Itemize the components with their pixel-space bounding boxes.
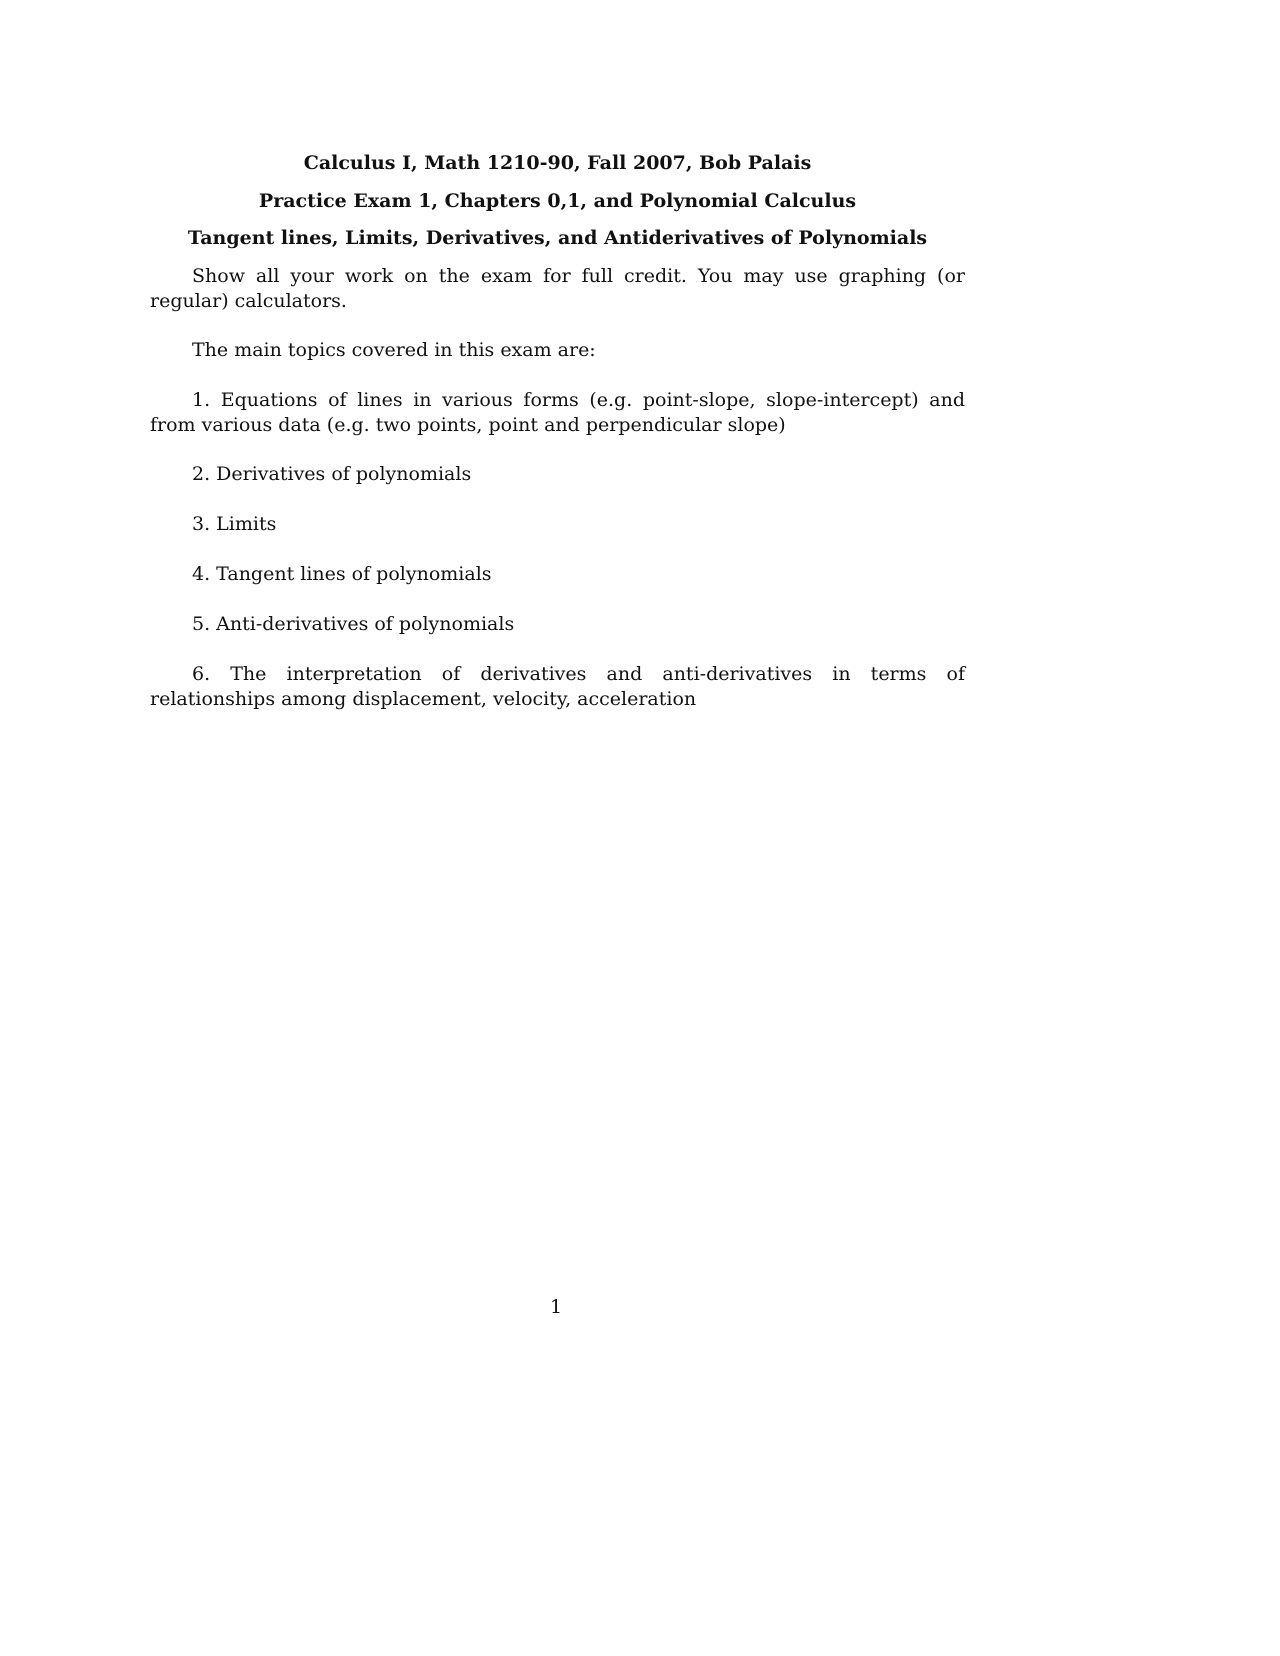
topic-item: 4. Tangent lines of polynomials	[192, 563, 492, 585]
topics-intro: The main topics covered in this exam are:	[192, 339, 596, 361]
topic-item: 5. Anti-derivatives of polynomials	[192, 613, 515, 635]
topic-item: 1. Equations of lines in various forms (e.g. point-slope, slope-intercept) and from various data (e.g. two points, point and perpendicular slope)	[150, 389, 965, 436]
page-number: 1	[549, 1296, 563, 1318]
topic-item: 6. The interpretation of derivatives and anti-derivatives in terms of relationships among displacement, velocity, acceleration	[150, 663, 965, 710]
exam-title: Practice Exam 1, Chapters 0,1, and Polynomial Calculus	[258, 190, 857, 212]
topic-item: 3. Limits	[192, 513, 277, 535]
topic-item: 2. Derivatives of polynomials	[192, 463, 472, 485]
course-title: Calculus I, Math 1210-90, Fall 2007, Bob Palais	[303, 152, 812, 174]
instructions-paragraph: Show all your work on the exam for full credit. You may use graphing (or regular) calculators.	[150, 265, 965, 312]
exam-subtitle: Tangent lines, Limits, Derivatives, and Antiderivatives of Polynomials	[187, 227, 928, 249]
